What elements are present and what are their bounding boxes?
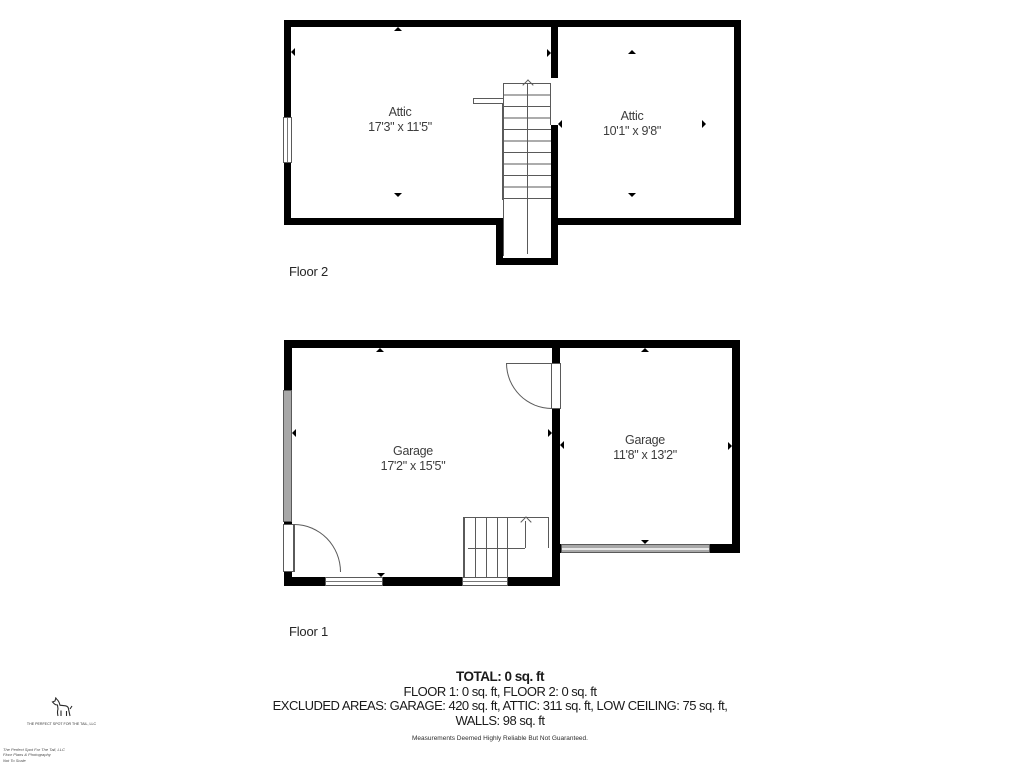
- floor-areas-text: FLOOR 1: 0 sq. ft, FLOOR 2: 0 sq. ft: [403, 683, 597, 699]
- stairwell-bumpout-wall-bottom: [496, 258, 558, 265]
- fine-print-line: Floor Plans & Photography: [3, 752, 51, 758]
- room-name: Attic: [388, 105, 412, 119]
- dim-arrow-up: [641, 348, 649, 352]
- fine-print: [3, 747, 65, 763]
- garage-door: [561, 544, 710, 553]
- floor2-window-mullion: [287, 118, 288, 162]
- room-name: Garage: [625, 433, 665, 447]
- room-label-garage-right: [565, 433, 725, 463]
- fine-print-line: Not To Scale: [3, 757, 26, 763]
- dim-arrow-right: [547, 49, 551, 57]
- dog-icon: [49, 704, 75, 721]
- dim-arrow-right: [728, 442, 732, 450]
- floor1-center-door-opening: [551, 363, 561, 409]
- floor1-wall-top: [284, 340, 740, 348]
- floor1-left-door-swing: [294, 524, 341, 572]
- floor2-stair-right-edge: [550, 83, 551, 125]
- dim-arrow-left: [291, 48, 295, 56]
- fine-print-line: The Perfect Spot For The Tail, LLC: [3, 747, 65, 752]
- company-logo: [14, 697, 109, 726]
- floor2-stair-left-edge: [503, 83, 504, 256]
- floor1-window-b-mullion: [463, 581, 507, 582]
- room-dims: 11'8" x 13'2": [613, 448, 677, 462]
- floor2-stair-rail-line: [502, 104, 503, 200]
- disclaimer-text: Measurements Deemed Highly Reliable But Not Guaranteed.: [412, 735, 588, 743]
- up-arrow-icon: [520, 516, 531, 527]
- floor2-wall-top: [284, 20, 741, 27]
- floor2-stair-direction-line: [527, 84, 528, 254]
- room-name: Garage: [393, 444, 433, 458]
- floor1-stair-right-edge: [548, 517, 549, 548]
- floor1-left-door-opening: [283, 524, 294, 572]
- room-dims: 17'3" x 11'5": [368, 120, 432, 134]
- room-label-attic-right: [552, 109, 712, 139]
- room-label-garage-left: [333, 444, 493, 474]
- floor2-stair-handrail: [473, 98, 504, 104]
- floor1-left-window-strip: [283, 390, 292, 522]
- area-summary: [230, 670, 770, 743]
- floor1-label: Floor 1: [289, 624, 329, 639]
- floor2-wall-right: [734, 20, 741, 225]
- dim-arrow-down: [628, 193, 636, 197]
- dim-arrow-up: [628, 50, 636, 54]
- dim-arrow-down: [394, 193, 402, 197]
- dim-arrow-up: [376, 348, 384, 352]
- dim-arrow-left: [560, 441, 564, 449]
- dim-arrow-up: [394, 27, 402, 31]
- dim-arrow-down: [641, 540, 649, 544]
- floor1-wall-right: [732, 340, 740, 553]
- excluded-areas-text-line2: WALLS: 98 sq. ft: [455, 712, 545, 728]
- dim-arrow-down: [377, 573, 385, 577]
- excluded-areas-text-line1: EXCLUDED AREAS: GARAGE: 420 sq. ft, ATTIC: 311 sq. ft, LOW CEILING: 75 sq. ft,: [272, 698, 728, 714]
- floor1-window-a-mullion: [326, 581, 382, 582]
- room-name: Attic: [620, 109, 644, 123]
- floor2-label: Floor 2: [289, 264, 329, 279]
- floor1-stair-direction-line-h: [468, 548, 525, 549]
- room-dims: 17'2" x 15'5": [380, 459, 446, 473]
- total-area-text: TOTAL: 0 sq. ft: [456, 669, 544, 684]
- logo-tagline: THE PERFECT SPOT FOR THE TAIL, LLC: [26, 722, 97, 726]
- room-dims: 10'1" x 9'8": [602, 124, 661, 138]
- dim-arrow-right: [548, 429, 552, 437]
- room-label-attic-left: [320, 105, 480, 135]
- floor1-center-door-swing: [506, 363, 552, 409]
- dim-arrow-left: [292, 429, 296, 437]
